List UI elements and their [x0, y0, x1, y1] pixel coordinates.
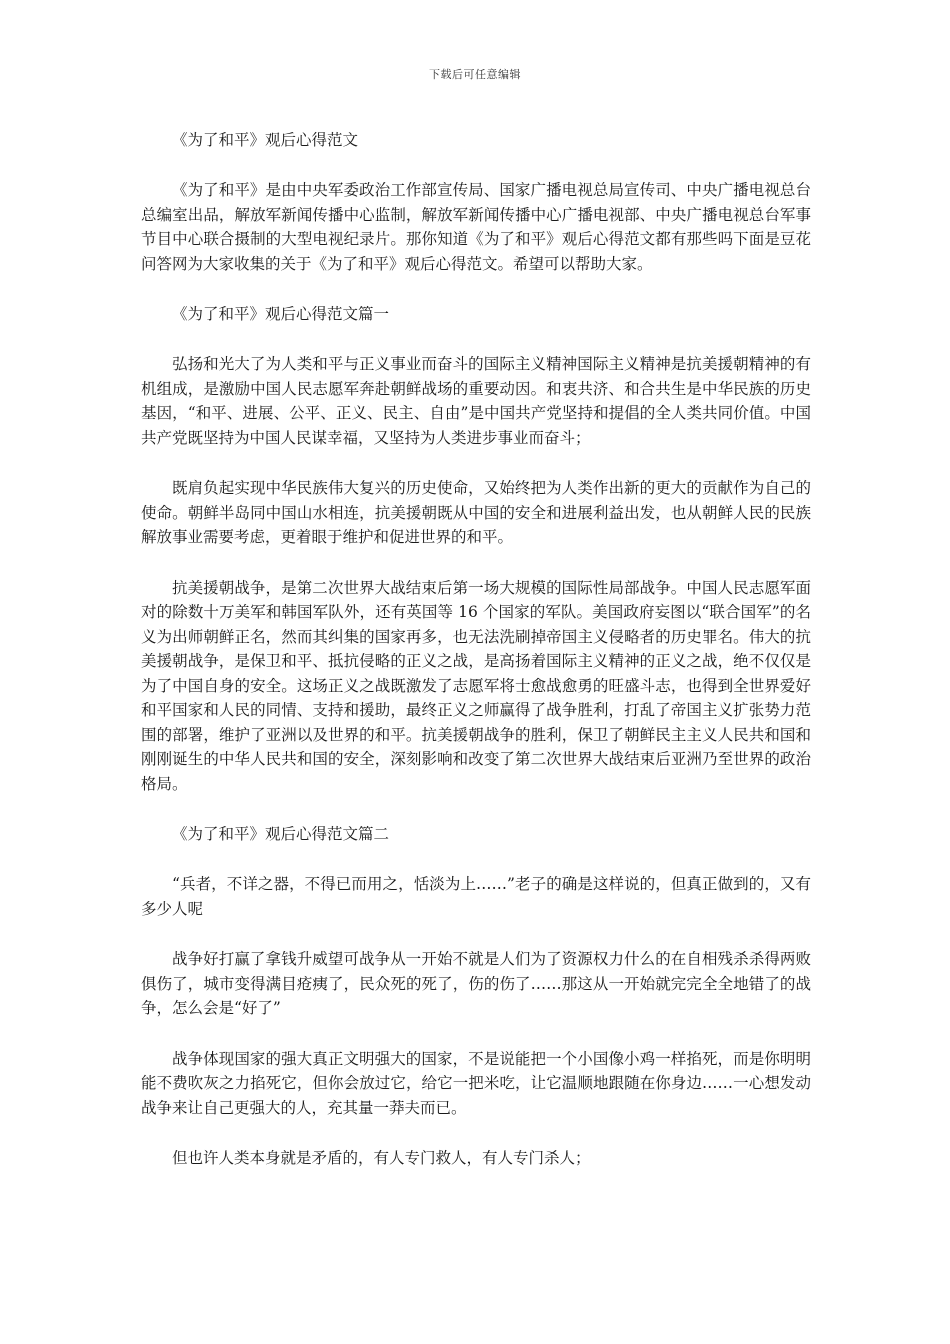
section-1-paragraph-1: 弘扬和光大了为人类和平与正义事业而奋斗的国际主义精神国际主义精神是抗美援朝精神的有机组成，是激励中国人民志愿军奔赴朝鲜战场的重要动因。和衷共济、和合共生是中华民族的历史基因，“和平、进展、公平、正义、民主、自由”是中国共产党坚持和提倡的全人类共同价值。中国共产党既坚持为中国人民谋幸福，又坚持为人类进步事业而奋斗； [141, 355, 811, 447]
section-2-paragraph-3: 战争体现国家的强大真正文明强大的国家，不是说能把一个小国像小鸡一样掐死，而是你明明能不费吹灰之力掐死它，但你会放过它，给它一把米吃，让它温顺地跟随在你身边……一心想发动战争来让自己更强大的人，充其量一莽夫而已。 [141, 1049, 811, 1117]
section-2-paragraph-4: 但也许人类本身就是矛盾的，有人专门救人，有人专门杀人； [172, 1149, 591, 1167]
document-title: 《为了和平》观后心得范文 [172, 131, 359, 149]
section-1-paragraph-3: 抗美援朝战争，是第二次世界大战结束后第一场大规模的国际性局部战争。中国人民志愿军面对的除数十万美军和韩国军队外，还有英国等 16 个国家的军队。美国政府妄图以“联合国军”的名义为出师朝鲜正名，然而其纠集的国家再多，也无法洗刷掉帝国主义侵略者的历史罪名。伟大的抗美援朝战争，是保卫和平、抵抗侵略的正义之战，是高扬着国际主义精神的正义之战，绝不仅仅是为了中国自身的安全。这场正义之战既激发了志愿军将士愈战愈勇的旺盛斗志，也得到全世界爱好和平国家和人民的同情、支持和援助，最终正义之师赢得了战争胜利，打乱了帝国主义扩张势力范围的部署，维护了亚洲以及世界的和平。抗美援朝战争的胜利，保卫了朝鲜民主主义人民共和国和刚刚诞生的中华人民共和国的安全，深刻影响和改变了第二次世界大战结束后亚洲乃至世界的政治格局。 [141, 578, 811, 793]
section-2-title: 《为了和平》观后心得范文篇二 [172, 825, 390, 843]
document-body [141, 128, 811, 1197]
intro-paragraph: 《为了和平》是由中央军委政治工作部宣传局、国家广播电视总局宣传司、中央广播电视总台总编室出品，解放军新闻传播中心监制，解放军新闻传播中心广播电视部、中央广播电视总台军事节目中心联合摄制的大型电视纪录片。那你知道《为了和平》观后心得范文都有那些吗下面是豆花问答网为大家收集的关于《为了和平》观后心得范文。希望可以帮助大家。 [141, 181, 811, 273]
section-1-title: 《为了和平》观后心得范文篇一 [172, 305, 390, 323]
section-1-paragraph-2: 既肩负起实现中华民族伟大复兴的历史使命，又始终把为人类作出新的更大的贡献作为自己的使命。朝鲜半岛同中国山水相连，抗美援朝既从中国的安全和进展利益出发，也从朝鲜人民的民族解放事业需要考虑，更着眼于维护和促进世界的和平。 [141, 479, 811, 546]
section-2-paragraph-1: “兵者，不详之器，不得已而用之，恬淡为上……”老子的确是这样说的，但真正做到的，又有多少人呢 [141, 875, 811, 918]
section-2-paragraph-2: 战争好打赢了拿钱升威望可战争从一开始不就是人们为了资源权力什么的在自相残杀杀得两败俱伤了，城市变得满目疮痍了，民众死的死了，伤的伤了……那这从一开始就完完全全地错了的战争，怎么会是“好了” [141, 950, 811, 1017]
page-header-note: 下载后可任意编辑 [429, 68, 521, 81]
